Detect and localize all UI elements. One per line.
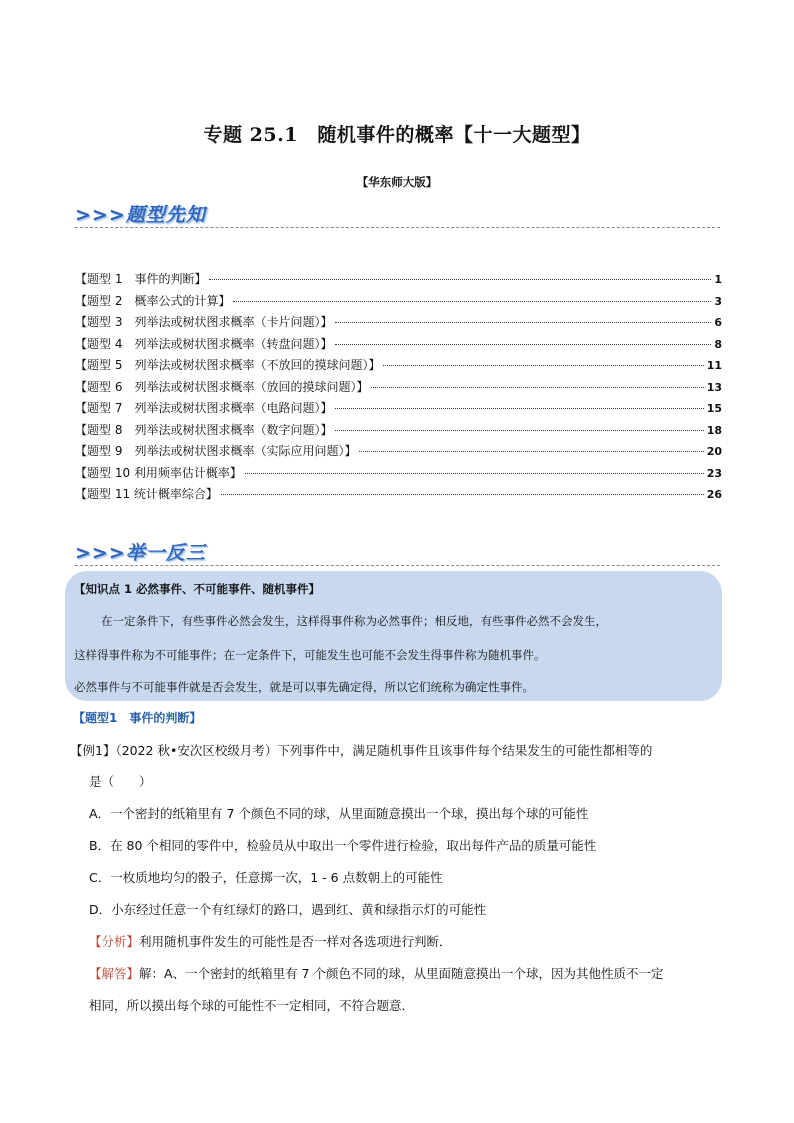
toc-page-number: 15	[706, 402, 722, 415]
option-c: C．一枚质地均匀的骰子，任意掷一次，1 - 6 点数朝上的可能性	[89, 870, 443, 885]
toc-entry-label: 【题型 2 概率公式的计算】	[75, 293, 231, 308]
answer-cont: 相同，所以摸出每个球的可能性不一定相同，不符合题意．	[89, 998, 415, 1013]
option-d: D．小东经过任意一个有红绿灯的路口，遇到红、黄和绿指示灯的可能性	[89, 902, 487, 917]
toc-entry[interactable]	[75, 421, 722, 443]
toc-entry-label: 【题型 5 列举法或树状图求概率（不放回的摸球问题）】	[75, 358, 381, 372]
toc-leader-dots	[335, 322, 711, 323]
toc-entry[interactable]	[75, 442, 722, 464]
toc-entry-label: 【题型 1 事件的判断】	[75, 272, 207, 286]
toc-leader-dots	[335, 408, 703, 409]
answer-tag: 【解答】	[89, 966, 140, 981]
knowledge-box	[65, 571, 722, 701]
toc-page-number: 20	[706, 445, 722, 458]
toc-entry-label: 【题型 11 统计概率综合】	[75, 487, 218, 501]
toc-entry-label: 【题型 3 列举法或树状图求概率（卡片问题）】	[75, 315, 333, 329]
toc-leader-dots	[221, 494, 704, 495]
toc-entry-label: 【题型 10 利用频率估计概率】	[75, 465, 242, 480]
toc-entry[interactable]	[75, 292, 722, 314]
toc-entry-label: 【题型 7 列举法或树状图求概率（电路问题）】	[75, 401, 333, 415]
section-divider	[75, 565, 720, 566]
knowledge-text-line: 在一定条件下，有些事件必然会发生，这样得事件称为必然事件；相反地，有些事件必然不会发生，	[101, 614, 607, 628]
toc-leader-dots	[335, 430, 703, 431]
knowledge-text-line: 这样得事件称为不可能事件；在一定条件下，可能发生也可能不会发生得事件称为随机事件。	[74, 648, 546, 662]
analysis-text: 利用随机事件发生的可能性是否一样对各选项进行判断．	[139, 934, 452, 949]
toc-page-number: 6	[714, 316, 722, 329]
toc-entry[interactable]	[75, 464, 722, 486]
document-title: 专题 25.1 随机事件的概率【十一大题型】	[203, 124, 591, 146]
toc-entry-label: 【题型 8 列举法或树状图求概率（数字问题）】	[75, 422, 333, 437]
knowledge-text-line: 必然事件与不可能事件就是否会发生，就是可以事先确定得，所以它们统称为确定性事件。	[74, 680, 534, 694]
toc-entry-label: 【题型 6 列举法或树状图求概率（放回的摸球问题）】	[75, 379, 369, 394]
option-b: B．在 80 个相同的零件中，检验员从中取出一个零件进行检验，取出每件产品的质量可能性	[89, 838, 597, 853]
example-question-cont: 是（ ）	[89, 774, 152, 789]
toc-page-number: 23	[706, 466, 722, 480]
toc-leader-dots	[335, 344, 711, 345]
toc-page-number: 1	[714, 273, 722, 286]
toc-page-number: 13	[706, 380, 722, 394]
analysis-tag: 【分析】	[89, 934, 140, 949]
question-type-label: 【题型1 事件的判断】	[73, 711, 202, 725]
analysis	[89, 932, 452, 950]
toc-page-number: 26	[706, 488, 722, 501]
toc-page-number: 8	[714, 337, 722, 351]
edition-label: 【华东师大版】	[356, 175, 438, 189]
toc-leader-dots	[383, 365, 703, 366]
toc-leader-dots	[233, 301, 711, 302]
toc-leader-dots	[209, 279, 711, 280]
toc-entry-label: 【题型 4 列举法或树状图求概率（转盘问题）】	[75, 336, 333, 351]
toc-leader-dots	[245, 473, 704, 474]
toc-entry-label: 【题型 9 列举法或树状图求概率（实际应用问题）】	[75, 444, 357, 458]
answer	[89, 964, 663, 982]
toc-entry[interactable]	[75, 270, 722, 292]
toc-leader-dots	[371, 387, 703, 388]
example-question: 【例1】（2022 秋•安次区校级月考）下列事件中，满足随机事件且该事件每个结果发生的可能性都相等的	[70, 743, 653, 758]
answer-text: 解：A、一个密封的纸箱里有 7 个颜色不同的球，从里面随意摸出一个球，因为其他性质不一定	[139, 966, 664, 981]
toc-page-number: 3	[714, 294, 722, 308]
toc-entry[interactable]	[75, 335, 722, 357]
toc-entry[interactable]	[75, 399, 722, 421]
section-heading-practice: >>>举一反三	[75, 542, 206, 564]
toc-page-number: 18	[706, 423, 722, 437]
toc-entry[interactable]	[75, 356, 722, 378]
knowledge-title: 【知识点 1 必然事件、不可能事件、随机事件】	[74, 582, 321, 596]
section-heading-preview: >>>题型先知	[75, 204, 206, 226]
toc-entry[interactable]	[75, 378, 722, 400]
option-a: A．一个密封的纸箱里有 7 个颜色不同的球，从里面随意摸出一个球，摸出每个球的可能性	[89, 806, 589, 821]
toc-page-number: 11	[706, 359, 722, 372]
toc-entry[interactable]	[75, 313, 722, 335]
toc-entry[interactable]	[75, 485, 722, 507]
section-divider	[75, 227, 720, 228]
toc-leader-dots	[359, 451, 703, 452]
table-of-contents	[75, 270, 722, 507]
